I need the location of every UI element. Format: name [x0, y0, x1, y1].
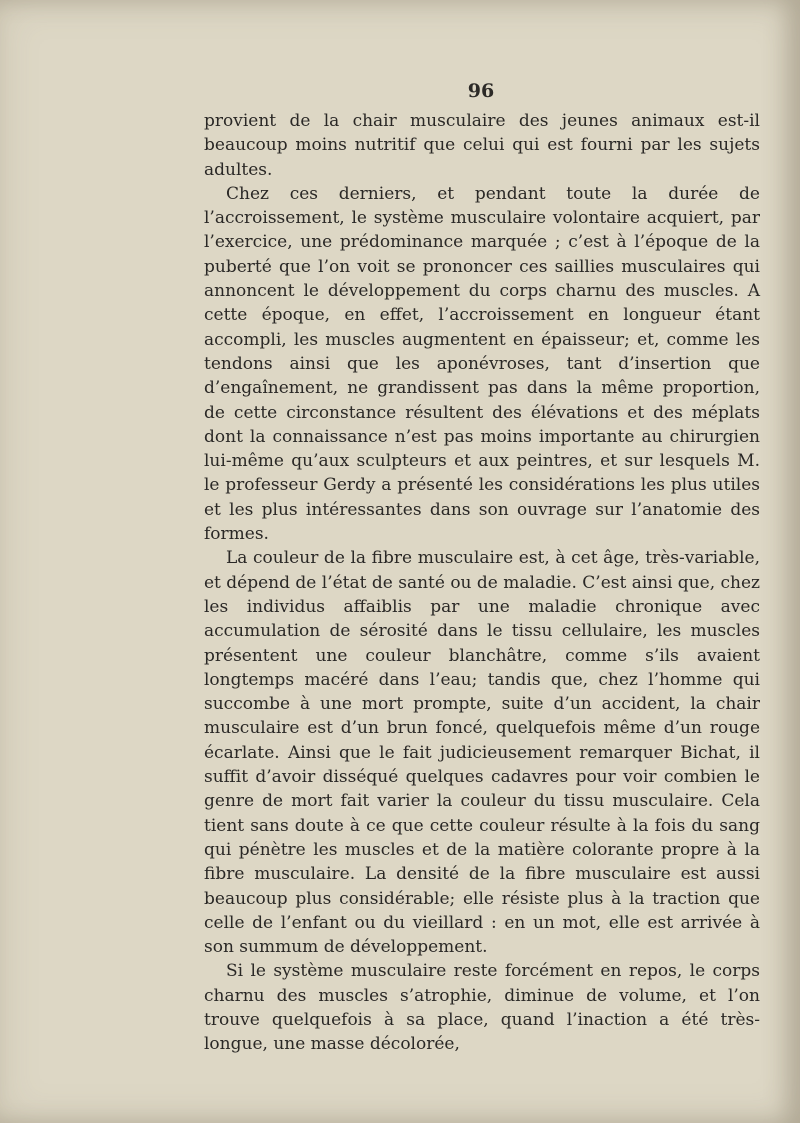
page-number: 96 — [467, 80, 495, 102]
paragraph-muscle-development: Chez ces derniers, et pendant toute la durée de l’accroissement, le système musculaire volontaire acquiert, par l’exercice, une prédominance marquée ; c’est à l’époque de la puberté que l’on voit se prononcer ces saillies musculaires qui annoncent le développement du corps charnu des muscles. A cette époque, en effet, l’accroissement en longueur étant accompli, les muscles augmentent en épaisseur; et, comme les tendons ainsi que les aponévroses, tant d’insertion que d’engaînement, ne grandissent pas dans la même proportion, de cette circonstance résultent des élévations et des méplats dont la connaissance n’est pas moins importante au chirurgien lui-même qu’aux sculpteurs et aux peintres, et sur lesquels M. le professeur Gerdy a présenté les considérations les plus utiles et les plus intéressantes dans son ouvrage sur l’anatomie des formes. — [204, 183, 760, 545]
paragraph-continuation: provient de la chair musculaire des jeunes animaux est-il beaucoup moins nutritif que celui qui est fourni par les sujets adultes. — [204, 111, 760, 180]
paragraph-muscle-color: La couleur de la fibre musculaire est, à cet âge, très-variable, et dépend de l’état de santé ou de maladie. C’est ainsi que, chez les individus affaiblis par une maladie chronique avec accumulation de sérosité dans le tissu cellulaire, les muscles présentent une couleur blanchâtre, comme s’ils avaient longtemps macéré dans l’eau; tandis que, chez l’homme qui succombe à une mort prompte, suite d’un accident, la chair musculaire est d’un brun foncé, quelquefois même d’un rouge écarlate. Ainsi que le fait judicieusement remarquer Bichat, il suffit d’avoir disséqué quelques cadavres pour voir combien le genre de mort fait varier la couleur du tissu musculaire. Cela tient sans doute à ce que cette couleur résulte à la fois du sang qui pénètre les muscles et de la matière colorante propre à la fibre musculaire. La densité de la fibre musculaire est aussi beaucoup plus considérable; elle résiste plus à la traction que celle de l’enfant ou du vieillard : en un mot, elle est arrivée à son summum de développement. — [204, 548, 760, 958]
body-text — [204, 109, 760, 1057]
paragraph-muscle-atrophy: Si le système musculaire reste forcément en repos, le corps charnu des muscles s’atrophie, diminue de volume, et l’on trouve quelquefois à sa place, quand l’inaction a été très-longue, une masse décolorée, — [204, 961, 760, 1055]
